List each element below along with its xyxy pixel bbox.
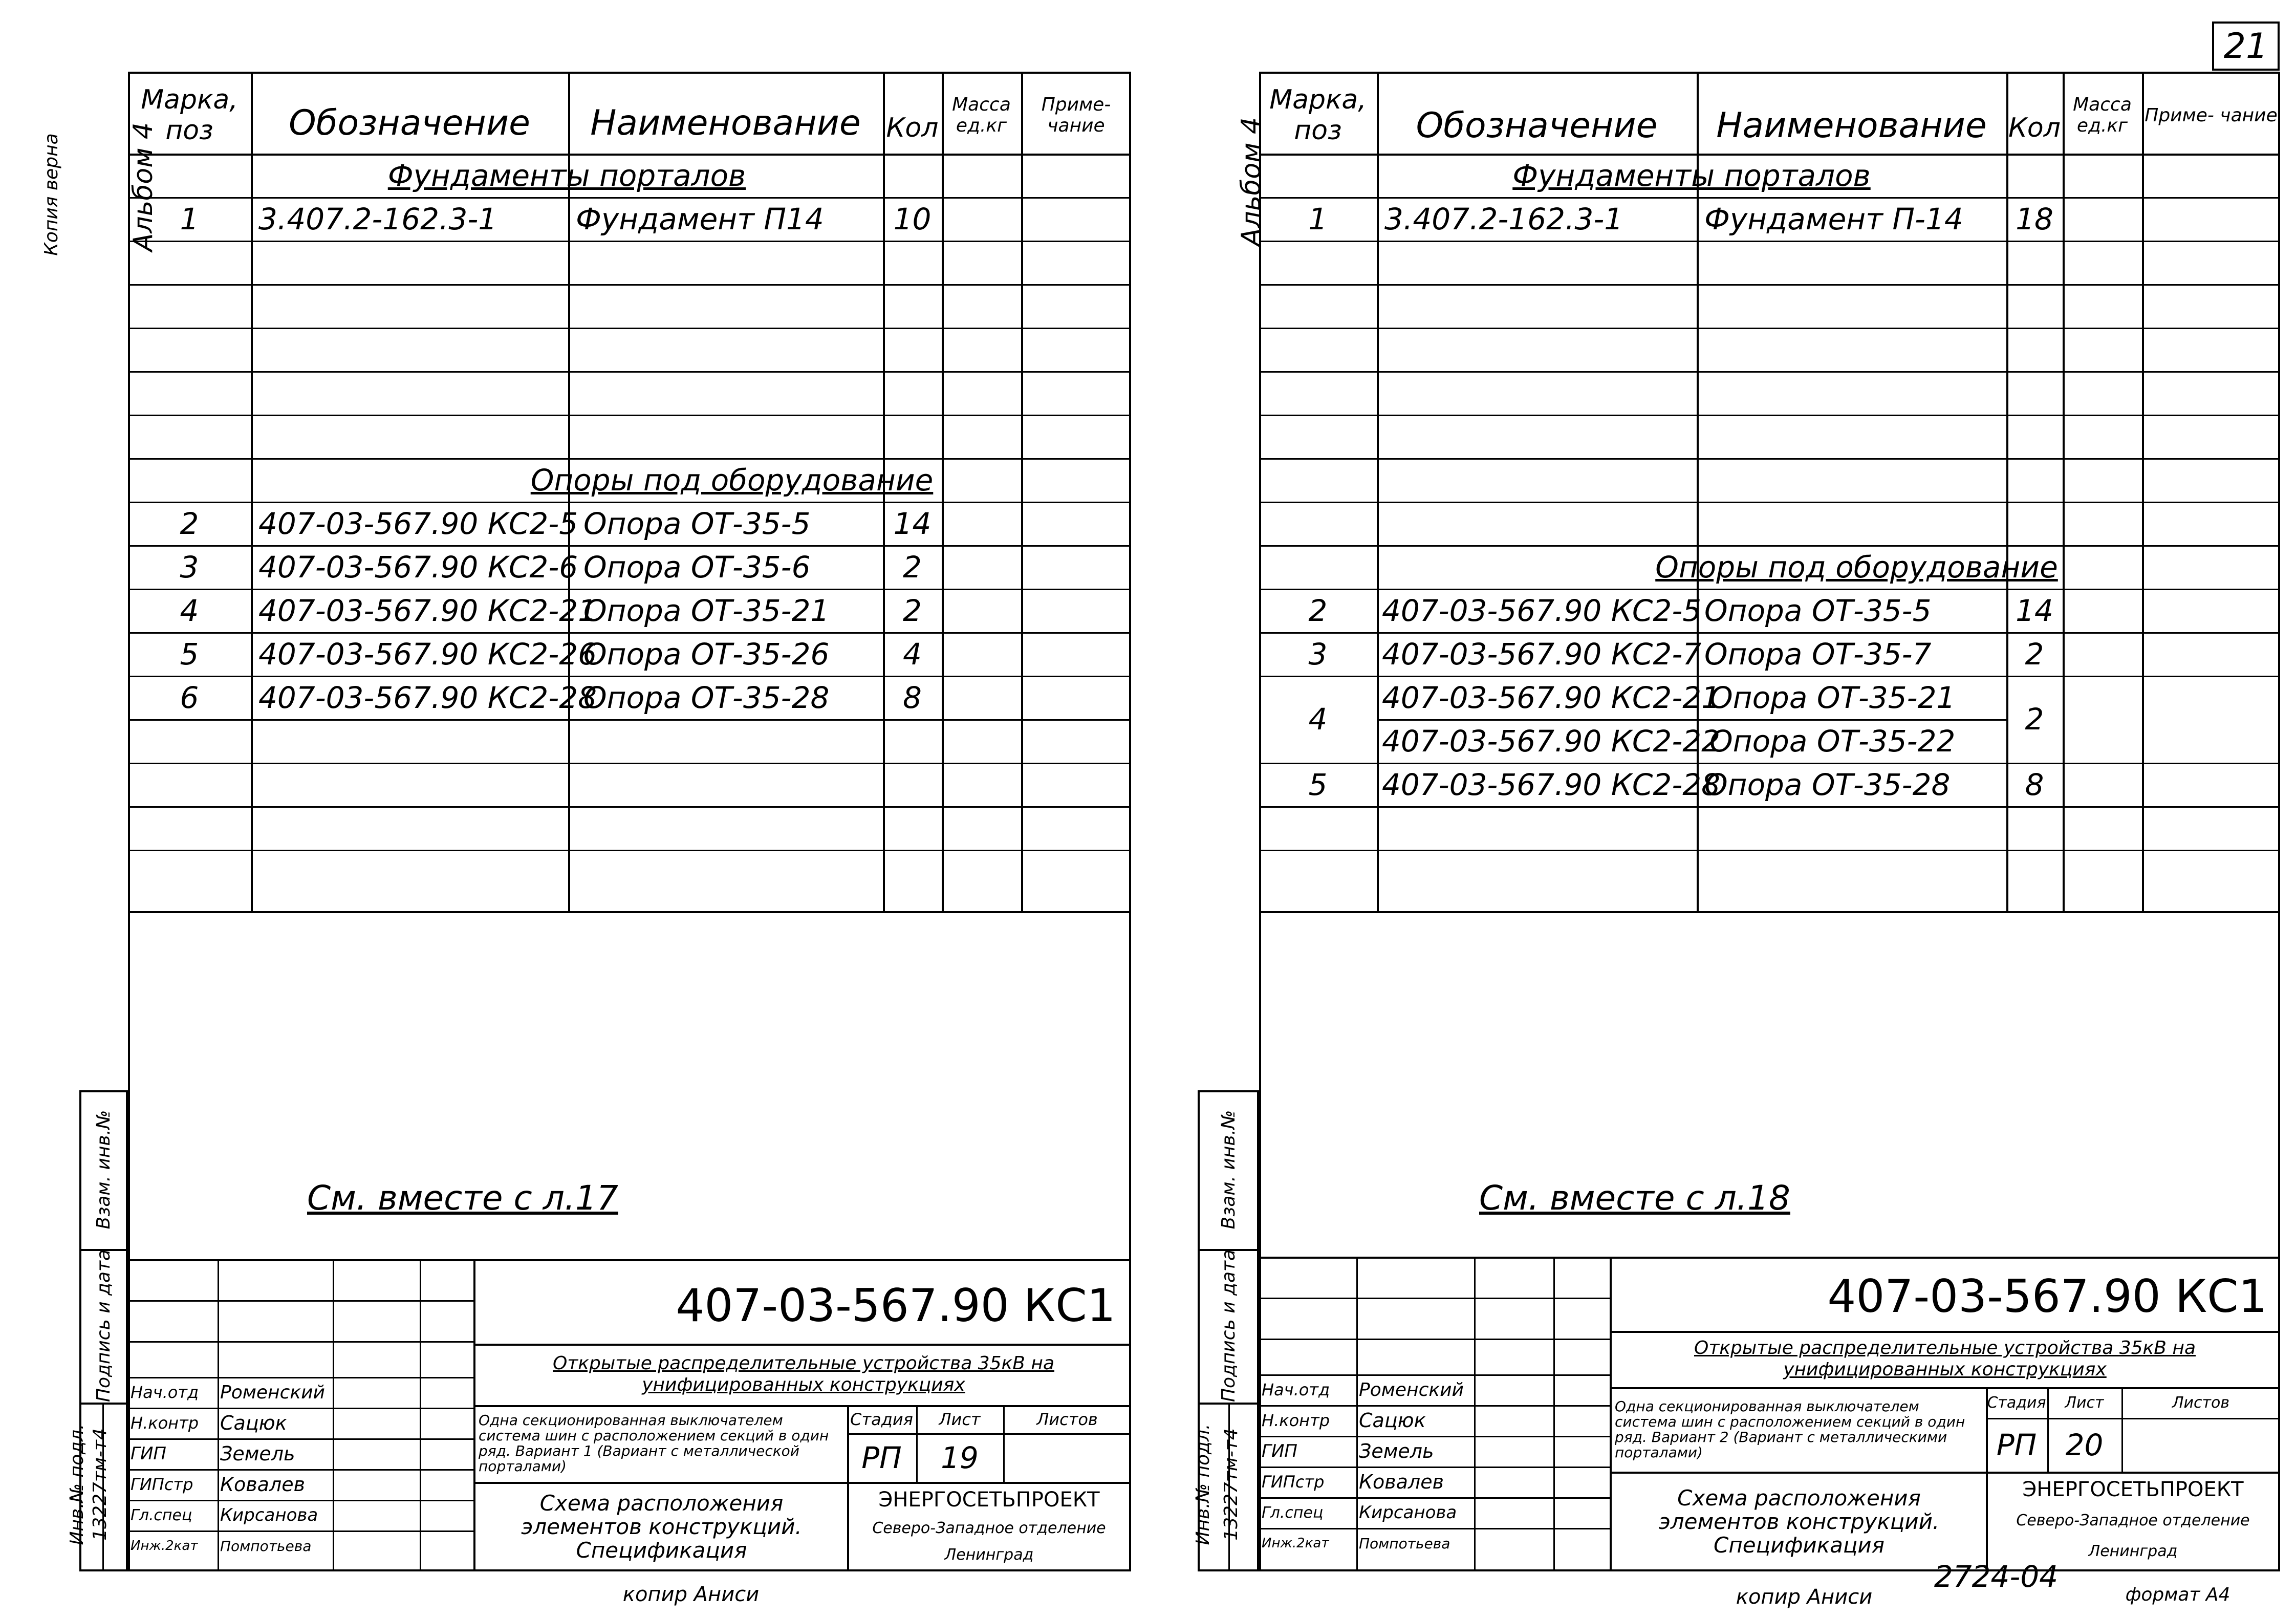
right-person-role-2: Н.контр bbox=[1262, 1411, 1330, 1430]
right-person-role-5: Гл.спец bbox=[1262, 1503, 1324, 1522]
left-stamp-org-city: Ленинград bbox=[944, 1546, 1034, 1564]
right-row1-poz: 1 bbox=[1308, 201, 1328, 236]
right-stamp-list: 20 bbox=[2065, 1427, 2104, 1462]
right-row1-kol: 18 bbox=[2016, 201, 2053, 236]
left-row4-poz: 4 bbox=[180, 593, 199, 628]
right-person-name-2: Сацюк bbox=[1359, 1409, 1426, 1432]
right-row4-oboz: 407-03-567.90 КС2-21 bbox=[1382, 680, 1721, 715]
left-person-name-6: Помпотьева bbox=[220, 1537, 312, 1555]
right-footer: копир Аниси bbox=[1736, 1585, 1873, 1609]
left-row1-kol: 10 bbox=[893, 201, 932, 236]
left-header-marka: Марка, поз bbox=[141, 84, 238, 146]
right-person-name-1: Роменский bbox=[1359, 1379, 1464, 1400]
left-margin-note: Копия верна bbox=[41, 133, 62, 256]
left-stamp-code: 407-03-567.90 КС1 bbox=[676, 1279, 1116, 1332]
left-row3-naim: Опора ОТ-35-6 bbox=[583, 549, 811, 585]
left-header-primechanie: Приме- чание bbox=[1041, 94, 1111, 136]
right-person-name-5: Кирсанова bbox=[1359, 1502, 1457, 1523]
right-side-label-2: Подпись и дата bbox=[1218, 1249, 1239, 1403]
right-row4-poz: 4 bbox=[1308, 702, 1328, 737]
right-side-label-1: Взам. инв.№ bbox=[1218, 1110, 1239, 1230]
left-person-role-6: Инж.2кат bbox=[131, 1538, 198, 1554]
right-album-label: Альбом 4 bbox=[1236, 117, 1267, 247]
left-stamp-listov-label: Листов bbox=[1036, 1409, 1098, 1429]
left-row5-kol: 4 bbox=[903, 636, 922, 672]
right-section-supports: Опоры под оборудование bbox=[1655, 549, 2058, 585]
left-row3-poz: 3 bbox=[180, 549, 199, 585]
left-stamp-list: 19 bbox=[941, 1440, 979, 1475]
right-section-foundations: Фундаменты порталов bbox=[1512, 158, 1871, 193]
left-row1-naim: Фундамент П14 bbox=[576, 201, 824, 236]
left-row2-kol: 14 bbox=[893, 506, 932, 541]
right-stamp-code: 407-03-567.90 КС1 bbox=[1827, 1270, 2267, 1323]
right-row2-oboz: 407-03-567.90 КС2-5 bbox=[1382, 593, 1702, 628]
left-stamp-org-sub: Северо-Западное отделение bbox=[872, 1519, 1106, 1537]
right-row3-poz: 3 bbox=[1308, 636, 1328, 672]
left-row2-naim: Опора ОТ-35-5 bbox=[583, 506, 811, 541]
right-stamp-desc: Одна секционированная выключателем система шин с расположением секций в один ряд. Вариант 2 (Вариант с металлическими порталами) bbox=[1615, 1397, 1965, 1461]
right-person-role-4: ГИПстр bbox=[1262, 1472, 1325, 1492]
left-person-name-3: Земель bbox=[220, 1442, 295, 1465]
right-person-role-1: Нач.отд bbox=[1262, 1380, 1330, 1399]
right-row2-kol: 14 bbox=[2016, 593, 2053, 628]
left-person-role-3: ГИП bbox=[131, 1443, 166, 1464]
left-person-role-4: ГИПстр bbox=[131, 1475, 193, 1494]
left-stamp-list-label: Лист bbox=[939, 1409, 981, 1429]
left-side-label-1: Взам. инв.№ bbox=[93, 1110, 114, 1230]
right-row3-naim: Опора ОТ-35-7 bbox=[1704, 636, 1932, 672]
right-header-marka: Марка, поз bbox=[1269, 84, 1367, 146]
left-side-label-2: Подпись и дата bbox=[93, 1249, 114, 1403]
right-header-oboznachenie: Обозначение bbox=[1416, 105, 1658, 146]
left-side-label-3: Инв.№ подл. bbox=[67, 1424, 88, 1545]
right-stamp-stadia: РП bbox=[1996, 1427, 2037, 1462]
left-header-naimenovanie: Наименование bbox=[590, 102, 861, 143]
right-stamp-list-label: Лист bbox=[2065, 1393, 2104, 1412]
left-row3-kol: 2 bbox=[903, 549, 922, 585]
left-row5-oboz: 407-03-567.90 КС2-26 bbox=[258, 636, 597, 672]
right-person-role-3: ГИП bbox=[1262, 1441, 1297, 1461]
right-person-name-3: Земель bbox=[1359, 1440, 1434, 1462]
right-person-role-6: Инж.2кат bbox=[1262, 1536, 1329, 1551]
left-row4-oboz: 407-03-567.90 КС2-21 bbox=[258, 593, 597, 628]
left-section-foundations: Фундаменты порталов bbox=[387, 158, 746, 193]
left-row3-oboz: 407-03-567.90 КС2-6 bbox=[258, 549, 578, 585]
right-row5-naim: Опора ОТ-35-28 bbox=[1704, 767, 1951, 802]
left-person-name-1: Роменский bbox=[220, 1382, 325, 1403]
right-row3-kol: 2 bbox=[2025, 636, 2044, 672]
right-stamp-title: Открытые распределительные устройства 35кВ на унифицированных конструкциях bbox=[1694, 1338, 2196, 1380]
right-header-naimenovanie: Наименование bbox=[1716, 105, 1987, 146]
right-stamp-org-sub: Северо-Западное отделение bbox=[2016, 1511, 2250, 1529]
sheet-number: 21 bbox=[2223, 26, 2268, 67]
right-person-name-6: Помпотьева bbox=[1359, 1535, 1450, 1552]
right-stamp-org: ЭНЕРГОСЕТЬПРОЕКТ bbox=[2022, 1478, 2244, 1501]
right-row4b-naim: Опора ОТ-35-22 bbox=[1709, 723, 1956, 759]
left-stamp-stadia: РП bbox=[861, 1440, 902, 1475]
left-person-name-4: Ковалев bbox=[220, 1473, 305, 1496]
left-row6-oboz: 407-03-567.90 КС2-28 bbox=[258, 680, 597, 715]
right-side-label-3: Инв.№ подл. bbox=[1193, 1424, 1214, 1545]
left-section-supports: Опоры под оборудование bbox=[530, 462, 934, 498]
right-header-massa: Масса ед.кг bbox=[2073, 94, 2132, 136]
right-row1-naim: Фундамент П-14 bbox=[1704, 201, 1963, 236]
right-row5-kol: 8 bbox=[2025, 767, 2044, 802]
left-inv-no: 13227тм-т4 bbox=[90, 1428, 111, 1541]
left-row2-oboz: 407-03-567.90 КС2-5 bbox=[258, 506, 578, 541]
left-row4-naim: Опора ОТ-35-21 bbox=[583, 593, 830, 628]
left-stamp-drawing-title: Схема расположения элементов конструкций. Спецификация bbox=[521, 1490, 802, 1563]
left-stamp-stadia-label: Стадия bbox=[850, 1409, 913, 1429]
right-row4-kol: 2 bbox=[2025, 702, 2044, 737]
left-person-role-5: Гл.спец bbox=[131, 1506, 192, 1524]
left-row2-poz: 2 bbox=[180, 506, 199, 541]
left-person-role-1: Нач.отд bbox=[131, 1383, 199, 1402]
left-stamp-title: Открытые распределительные устройства 35кВ на унифицированных конструкциях bbox=[552, 1353, 1054, 1395]
left-row1-poz: 1 bbox=[180, 201, 199, 236]
right-see-also: См. вместе с л.18 bbox=[1479, 1178, 1790, 1218]
right-row5-poz: 5 bbox=[1308, 767, 1328, 802]
left-header-oboznachenie: Обозначение bbox=[289, 102, 530, 143]
right-footer-code: 2724-04 bbox=[1934, 1559, 2059, 1594]
left-footer: копир Аниси bbox=[622, 1583, 760, 1606]
right-footer-format: формат А4 bbox=[2125, 1584, 2230, 1605]
right-stamp-org-city: Ленинград bbox=[2088, 1542, 2178, 1560]
right-row2-poz: 2 bbox=[1308, 593, 1328, 628]
left-person-name-5: Кирсанова bbox=[220, 1505, 318, 1525]
right-header-primechanie: Приме- чание bbox=[2145, 104, 2278, 126]
right-stamp-stadia-label: Стадия bbox=[1987, 1393, 2046, 1412]
left-album-label: Альбом 4 bbox=[128, 122, 159, 252]
right-row1-oboz: 3.407.2-162.3-1 bbox=[1384, 201, 1623, 236]
right-inv-no: 13227тм-т4 bbox=[1221, 1428, 1242, 1541]
right-row5-oboz: 407-03-567.90 КС2-28 bbox=[1382, 767, 1721, 802]
left-row6-kol: 8 bbox=[903, 680, 922, 715]
left-stamp-desc: Одна секционированная выключателем система шин с расположением секций в один ряд. Вариант 1 (Вариант с металлической порталами) bbox=[479, 1412, 829, 1475]
right-row2-naim: Опора ОТ-35-5 bbox=[1704, 593, 1932, 628]
right-row4-naim: Опора ОТ-35-21 bbox=[1709, 680, 1956, 715]
right-row3-oboz: 407-03-567.90 КС2-7 bbox=[1382, 636, 1702, 672]
right-person-name-4: Ковалев bbox=[1359, 1471, 1444, 1493]
left-see-also: См. вместе с л.17 bbox=[307, 1178, 618, 1218]
right-header-kol: Кол bbox=[2008, 113, 2061, 143]
left-header-kol: Кол bbox=[886, 113, 939, 143]
left-row5-poz: 5 bbox=[180, 636, 199, 672]
right-row4b-oboz: 407-03-567.90 КС2-22 bbox=[1382, 723, 1721, 759]
left-row1-oboz: 3.407.2-162.3-1 bbox=[258, 201, 497, 236]
right-stamp-listov-label: Листов bbox=[2172, 1393, 2230, 1412]
left-row6-poz: 6 bbox=[180, 680, 199, 715]
left-header-massa: Масса ед.кг bbox=[952, 94, 1011, 136]
left-row4-kol: 2 bbox=[903, 593, 922, 628]
left-stamp-org: ЭНЕРГОСЕТЬПРОЕКТ bbox=[878, 1488, 1100, 1512]
right-stamp-drawing-title: Схема расположения элементов конструкций. Спецификация bbox=[1658, 1485, 1940, 1558]
left-person-name-2: Сацюк bbox=[220, 1412, 287, 1434]
left-row6-naim: Опора ОТ-35-28 bbox=[583, 680, 830, 715]
left-row5-naim: Опора ОТ-35-26 bbox=[583, 636, 830, 672]
left-person-role-2: Н.контр bbox=[131, 1413, 199, 1433]
